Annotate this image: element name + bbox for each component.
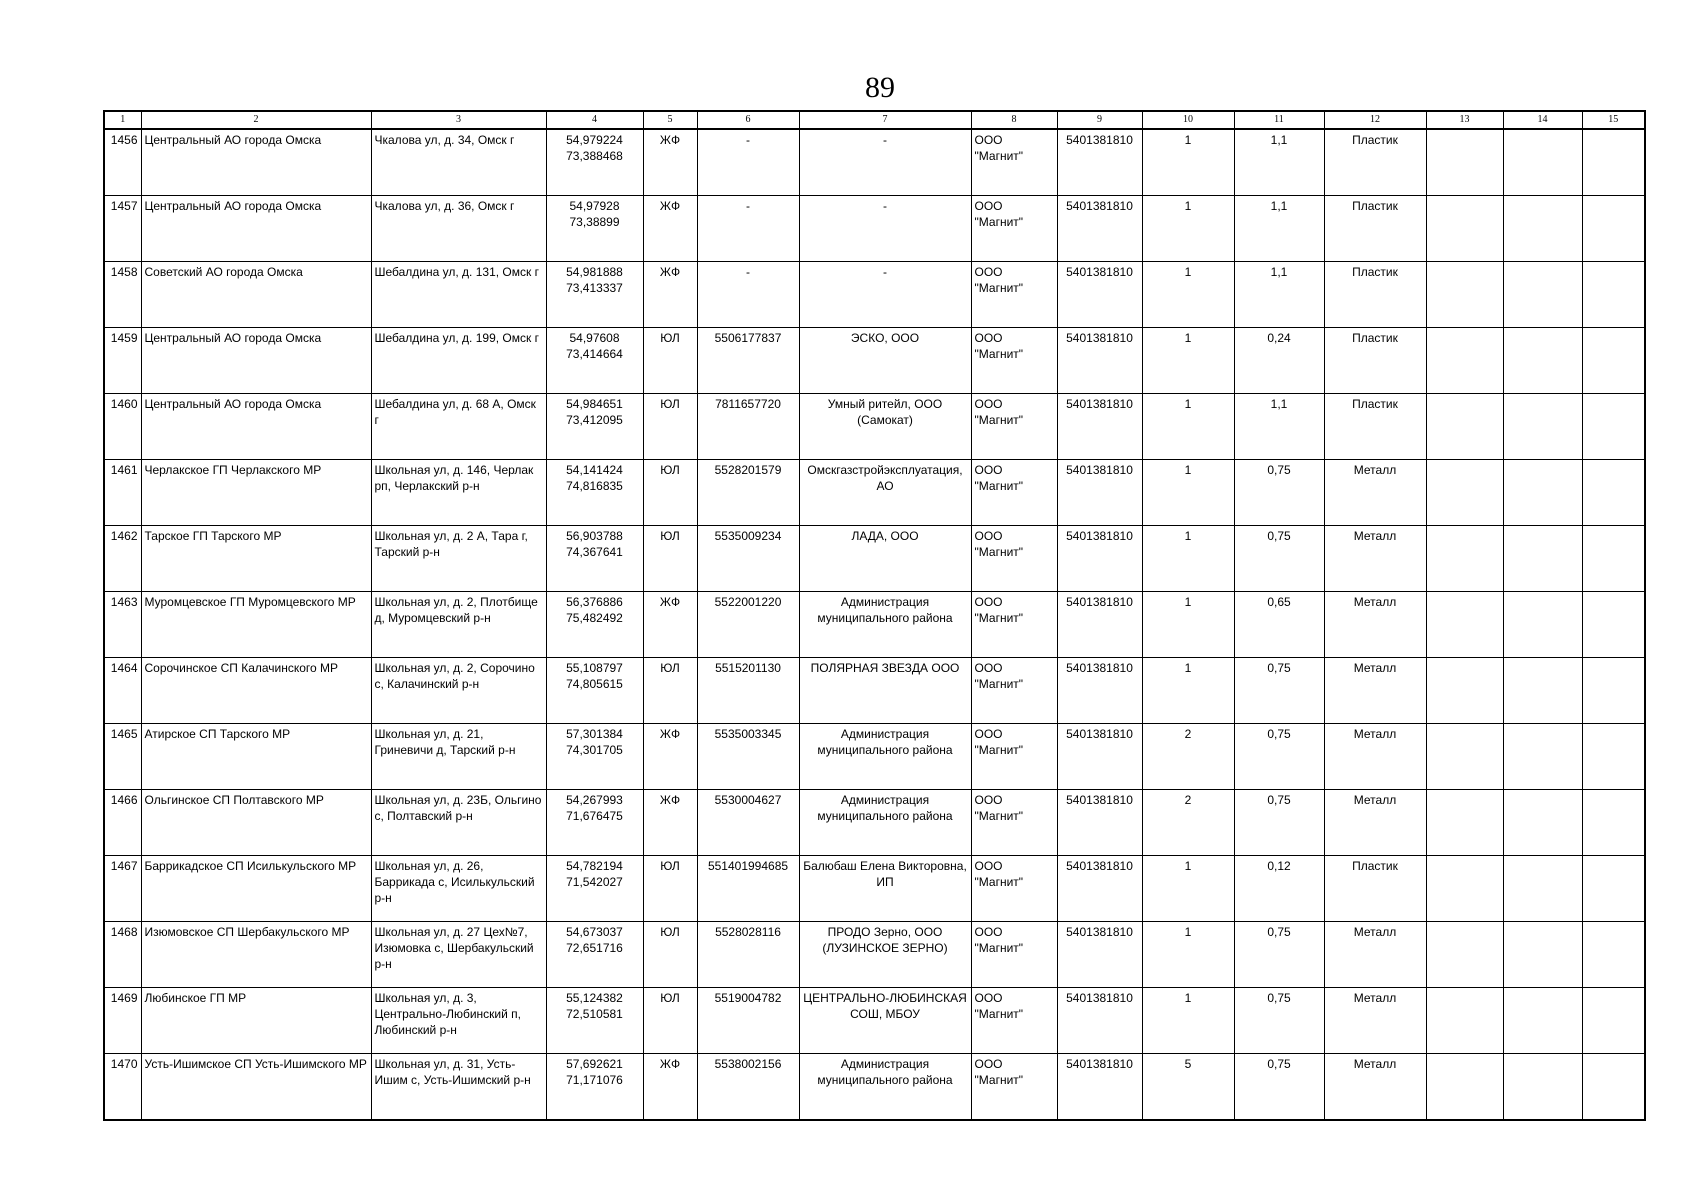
container-material-cell: Металл	[1324, 460, 1426, 526]
address-cell: Чкалова ул, д. 36, Омск г	[371, 196, 546, 262]
operator-cell: ООО "Магнит"	[971, 658, 1057, 724]
column-13-cell	[1426, 1054, 1503, 1121]
latitude-value: 57,301384	[566, 727, 623, 741]
column-15-cell	[1582, 922, 1645, 988]
operator-inn-cell: 5401381810	[1057, 129, 1142, 196]
operator-cell: ООО "Магнит"	[971, 196, 1057, 262]
owner-cell: ЛАДА, ООО	[799, 526, 971, 592]
table-row	[104, 526, 1645, 592]
column-13-cell	[1426, 856, 1503, 922]
column-13-cell	[1426, 196, 1503, 262]
container-count-cell: 1	[1142, 262, 1234, 328]
owner-cell: Администрация муниципального района	[799, 1054, 971, 1121]
container-material-cell: Металл	[1324, 1054, 1426, 1121]
address-cell: Школьная ул, д. 3, Центрально-Любинский п, Любинский р-н	[371, 988, 546, 1054]
longitude-value: 75,482492	[566, 611, 623, 625]
address-cell: Школьная ул, д. 27 Цех№7, Изюмовка с, Шербакульский р-н	[371, 922, 546, 988]
column-13-cell	[1426, 592, 1503, 658]
container-count-cell: 1	[1142, 856, 1234, 922]
column-13-cell	[1426, 460, 1503, 526]
district-cell: Центральный АО города Омска	[141, 129, 371, 196]
operator-cell: ООО "Магнит"	[971, 856, 1057, 922]
address-cell: Школьная ул, д. 31, Усть-Ишим с, Усть-Ишимский р-н	[371, 1054, 546, 1121]
column-15-cell	[1582, 988, 1645, 1054]
column-header-11: 11	[1234, 111, 1324, 129]
inn-cell: 5528028116	[697, 922, 799, 988]
district-cell: Изюмовское СП Шербакульского МР	[141, 922, 371, 988]
operator-cell: ООО "Магнит"	[971, 460, 1057, 526]
district-cell: Черлакское ГП Черлакского МР	[141, 460, 371, 526]
container-count-cell: 5	[1142, 1054, 1234, 1121]
container-count-cell: 1	[1142, 592, 1234, 658]
registry-table	[103, 110, 1646, 1121]
owner-cell: Умный ритейл, ООО (Самокат)	[799, 394, 971, 460]
column-14-cell	[1503, 922, 1582, 988]
column-15-cell	[1582, 790, 1645, 856]
inn-cell: 5515201130	[697, 658, 799, 724]
row-number-cell: 1468	[104, 922, 141, 988]
operator-inn-cell: 5401381810	[1057, 526, 1142, 592]
column-14-cell	[1503, 592, 1582, 658]
column-header-10: 10	[1142, 111, 1234, 129]
operator-inn-cell: 5401381810	[1057, 856, 1142, 922]
district-cell: Ольгинское СП Полтавского МР	[141, 790, 371, 856]
source-type-cell: ЮЛ	[643, 394, 697, 460]
address-cell: Школьная ул, д. 2, Плотбище д, Муромцевский р-н	[371, 592, 546, 658]
latitude-value: 55,124382	[566, 991, 623, 1005]
table-row	[104, 1054, 1645, 1121]
operator-cell: ООО "Магнит"	[971, 262, 1057, 328]
source-type-cell: ЖФ	[643, 129, 697, 196]
table-row	[104, 658, 1645, 724]
container-count-cell: 1	[1142, 658, 1234, 724]
container-material-cell: Пластик	[1324, 262, 1426, 328]
operator-cell: ООО "Магнит"	[971, 394, 1057, 460]
container-count-cell: 1	[1142, 460, 1234, 526]
operator-cell: ООО "Магнит"	[971, 592, 1057, 658]
operator-inn-cell: 5401381810	[1057, 592, 1142, 658]
district-cell: Тарское ГП Тарского МР	[141, 526, 371, 592]
container-material-cell: Пластик	[1324, 328, 1426, 394]
column-header-14: 14	[1503, 111, 1582, 129]
column-15-cell	[1582, 526, 1645, 592]
coordinates-cell	[546, 658, 643, 724]
latitude-value: 54,981888	[566, 265, 623, 279]
container-material-cell: Металл	[1324, 724, 1426, 790]
column-header-5: 5	[643, 111, 697, 129]
row-number-cell: 1465	[104, 724, 141, 790]
inn-cell: 5519004782	[697, 988, 799, 1054]
row-number-cell: 1464	[104, 658, 141, 724]
coordinates-cell	[546, 790, 643, 856]
longitude-value: 73,412095	[566, 413, 623, 427]
container-volume-cell: 0,12	[1234, 856, 1324, 922]
column-13-cell	[1426, 526, 1503, 592]
source-type-cell: ЮЛ	[643, 922, 697, 988]
container-volume-cell: 0,75	[1234, 790, 1324, 856]
district-cell: Советский АО города Омска	[141, 262, 371, 328]
table-row	[104, 460, 1645, 526]
table-row	[104, 394, 1645, 460]
container-material-cell: Металл	[1324, 922, 1426, 988]
operator-cell: ООО "Магнит"	[971, 129, 1057, 196]
owner-cell: -	[799, 262, 971, 328]
coordinates-cell	[546, 856, 643, 922]
district-cell: Центральный АО города Омска	[141, 328, 371, 394]
column-14-cell	[1503, 658, 1582, 724]
address-cell: Школьная ул, д. 146, Черлак рп, Черлакский р-н	[371, 460, 546, 526]
owner-cell: Администрация муниципального района	[799, 790, 971, 856]
operator-inn-cell: 5401381810	[1057, 724, 1142, 790]
table-header-row	[104, 111, 1645, 129]
container-material-cell: Металл	[1324, 526, 1426, 592]
container-count-cell: 2	[1142, 724, 1234, 790]
latitude-value: 55,108797	[566, 661, 623, 675]
source-type-cell: ЖФ	[643, 790, 697, 856]
column-13-cell	[1426, 790, 1503, 856]
operator-inn-cell: 5401381810	[1057, 922, 1142, 988]
coordinates-cell	[546, 262, 643, 328]
owner-cell: Омскгазстройэксплуатация, АО	[799, 460, 971, 526]
column-header-7: 7	[799, 111, 971, 129]
container-material-cell: Пластик	[1324, 394, 1426, 460]
inn-cell: 5528201579	[697, 460, 799, 526]
district-cell: Центральный АО города Омска	[141, 394, 371, 460]
column-header-1: 1	[104, 111, 141, 129]
longitude-value: 71,542027	[566, 875, 623, 889]
owner-cell: ЭСКО, ООО	[799, 328, 971, 394]
container-volume-cell: 0,75	[1234, 526, 1324, 592]
column-14-cell	[1503, 856, 1582, 922]
container-volume-cell: 0,65	[1234, 592, 1324, 658]
owner-cell: Администрация муниципального района	[799, 724, 971, 790]
operator-inn-cell: 5401381810	[1057, 790, 1142, 856]
operator-cell: ООО "Магнит"	[971, 1054, 1057, 1121]
longitude-value: 74,805615	[566, 677, 623, 691]
container-count-cell: 1	[1142, 526, 1234, 592]
column-header-12: 12	[1324, 111, 1426, 129]
column-13-cell	[1426, 262, 1503, 328]
coordinates-cell	[546, 592, 643, 658]
column-15-cell	[1582, 460, 1645, 526]
latitude-value: 54,97608	[569, 331, 620, 345]
container-count-cell: 1	[1142, 988, 1234, 1054]
inn-cell: 551401994685	[697, 856, 799, 922]
longitude-value: 73,388468	[566, 149, 623, 163]
column-15-cell	[1582, 394, 1645, 460]
operator-inn-cell: 5401381810	[1057, 262, 1142, 328]
row-number-cell: 1466	[104, 790, 141, 856]
coordinates-cell	[546, 129, 643, 196]
latitude-value: 54,673037	[566, 925, 623, 939]
owner-cell: Администрация муниципального района	[799, 592, 971, 658]
latitude-value: 54,97928	[569, 199, 620, 213]
source-type-cell: ЮЛ	[643, 526, 697, 592]
address-cell: Школьная ул, д. 23Б, Ольгино с, Полтавский р-н	[371, 790, 546, 856]
column-13-cell	[1426, 328, 1503, 394]
row-number-cell: 1456	[104, 129, 141, 196]
source-type-cell: ЮЛ	[643, 658, 697, 724]
container-volume-cell: 0,75	[1234, 460, 1324, 526]
owner-cell: -	[799, 129, 971, 196]
operator-cell: ООО "Магнит"	[971, 922, 1057, 988]
latitude-value: 54,141424	[566, 463, 623, 477]
source-type-cell: ЖФ	[643, 262, 697, 328]
inn-cell: 7811657720	[697, 394, 799, 460]
longitude-value: 73,413337	[566, 281, 623, 295]
container-count-cell: 1	[1142, 394, 1234, 460]
row-number-cell: 1462	[104, 526, 141, 592]
address-cell: Школьная ул, д. 21, Гриневичи д, Тарский р-н	[371, 724, 546, 790]
table-row	[104, 592, 1645, 658]
coordinates-cell	[546, 328, 643, 394]
longitude-value: 72,651716	[566, 941, 623, 955]
owner-cell: -	[799, 196, 971, 262]
column-15-cell	[1582, 1054, 1645, 1121]
column-14-cell	[1503, 988, 1582, 1054]
district-cell: Баррикадское СП Исилькульского МР	[141, 856, 371, 922]
latitude-value: 57,692621	[566, 1057, 623, 1071]
address-cell: Школьная ул, д. 26, Баррикада с, Исилькульский р-н	[371, 856, 546, 922]
column-14-cell	[1503, 790, 1582, 856]
container-material-cell: Металл	[1324, 988, 1426, 1054]
container-count-cell: 2	[1142, 790, 1234, 856]
column-header-3: 3	[371, 111, 546, 129]
table-row	[104, 724, 1645, 790]
container-count-cell: 1	[1142, 922, 1234, 988]
column-14-cell	[1503, 129, 1582, 196]
table-row	[104, 328, 1645, 394]
container-material-cell: Металл	[1324, 658, 1426, 724]
coordinates-cell	[546, 526, 643, 592]
container-count-cell: 1	[1142, 196, 1234, 262]
inn-cell: 5506177837	[697, 328, 799, 394]
coordinates-cell	[546, 988, 643, 1054]
column-13-cell	[1426, 988, 1503, 1054]
coordinates-cell	[546, 922, 643, 988]
source-type-cell: ЮЛ	[643, 460, 697, 526]
latitude-value: 54,979224	[566, 133, 623, 147]
row-number-cell: 1458	[104, 262, 141, 328]
column-15-cell	[1582, 856, 1645, 922]
column-14-cell	[1503, 526, 1582, 592]
row-number-cell: 1463	[104, 592, 141, 658]
district-cell: Усть-Ишимское СП Усть-Ишимского МР	[141, 1054, 371, 1121]
source-type-cell: ЖФ	[643, 724, 697, 790]
container-material-cell: Металл	[1324, 592, 1426, 658]
column-header-6: 6	[697, 111, 799, 129]
column-13-cell	[1426, 394, 1503, 460]
latitude-value: 54,984651	[566, 397, 623, 411]
operator-cell: ООО "Магнит"	[971, 328, 1057, 394]
page-number: 89	[865, 71, 895, 104]
column-14-cell	[1503, 262, 1582, 328]
column-header-13: 13	[1426, 111, 1503, 129]
column-header-9: 9	[1057, 111, 1142, 129]
column-14-cell	[1503, 394, 1582, 460]
container-volume-cell: 0,75	[1234, 1054, 1324, 1121]
longitude-value: 74,367641	[566, 545, 623, 559]
container-count-cell: 1	[1142, 129, 1234, 196]
row-number-cell: 1461	[104, 460, 141, 526]
coordinates-cell	[546, 1054, 643, 1121]
column-14-cell	[1503, 724, 1582, 790]
container-volume-cell: 0,75	[1234, 988, 1324, 1054]
column-14-cell	[1503, 328, 1582, 394]
source-type-cell: ЮЛ	[643, 856, 697, 922]
table-row	[104, 856, 1645, 922]
source-type-cell: ЮЛ	[643, 988, 697, 1054]
column-14-cell	[1503, 196, 1582, 262]
row-number-cell: 1457	[104, 196, 141, 262]
column-15-cell	[1582, 592, 1645, 658]
table-row	[104, 790, 1645, 856]
operator-cell: ООО "Магнит"	[971, 724, 1057, 790]
container-count-cell: 1	[1142, 328, 1234, 394]
address-cell: Шебалдина ул, д. 131, Омск г	[371, 262, 546, 328]
table-body	[104, 129, 1645, 1120]
source-type-cell: ЮЛ	[643, 328, 697, 394]
column-13-cell	[1426, 129, 1503, 196]
coordinates-cell	[546, 394, 643, 460]
inn-cell: -	[697, 262, 799, 328]
column-15-cell	[1582, 262, 1645, 328]
operator-cell: ООО "Магнит"	[971, 988, 1057, 1054]
row-number-cell: 1469	[104, 988, 141, 1054]
container-volume-cell: 0,75	[1234, 922, 1324, 988]
column-15-cell	[1582, 196, 1645, 262]
longitude-value: 73,38899	[569, 215, 620, 229]
column-13-cell	[1426, 724, 1503, 790]
container-material-cell: Пластик	[1324, 196, 1426, 262]
longitude-value: 71,171076	[566, 1073, 623, 1087]
address-cell: Шебалдина ул, д. 199, Омск г	[371, 328, 546, 394]
operator-inn-cell: 5401381810	[1057, 460, 1142, 526]
table-row	[104, 262, 1645, 328]
inn-cell: -	[697, 129, 799, 196]
table-row	[104, 196, 1645, 262]
table-row	[104, 129, 1645, 196]
container-volume-cell: 0,24	[1234, 328, 1324, 394]
operator-inn-cell: 5401381810	[1057, 1054, 1142, 1121]
district-cell: Центральный АО города Омска	[141, 196, 371, 262]
coordinates-cell	[546, 724, 643, 790]
container-material-cell: Металл	[1324, 790, 1426, 856]
operator-inn-cell: 5401381810	[1057, 988, 1142, 1054]
column-14-cell	[1503, 460, 1582, 526]
inn-cell: 5535009234	[697, 526, 799, 592]
container-volume-cell: 1,1	[1234, 394, 1324, 460]
latitude-value: 54,782194	[566, 859, 623, 873]
column-header-4: 4	[546, 111, 643, 129]
container-volume-cell: 0,75	[1234, 658, 1324, 724]
address-cell: Школьная ул, д. 2, Сорочино с, Калачинский р-н	[371, 658, 546, 724]
operator-inn-cell: 5401381810	[1057, 658, 1142, 724]
container-volume-cell: 1,1	[1234, 262, 1324, 328]
address-cell: Шебалдина ул, д. 68 А, Омск г	[371, 394, 546, 460]
row-number-cell: 1467	[104, 856, 141, 922]
district-cell: Муромцевское ГП Муромцевского МР	[141, 592, 371, 658]
inn-cell: 5522001220	[697, 592, 799, 658]
owner-cell: ПОЛЯРНАЯ ЗВЕЗДА ООО	[799, 658, 971, 724]
container-material-cell: Пластик	[1324, 856, 1426, 922]
column-14-cell	[1503, 1054, 1582, 1121]
column-15-cell	[1582, 129, 1645, 196]
latitude-value: 56,903788	[566, 529, 623, 543]
column-header-15: 15	[1582, 111, 1645, 129]
longitude-value: 72,510581	[566, 1007, 623, 1021]
column-header-8: 8	[971, 111, 1057, 129]
owner-cell: ПРОДО Зерно, ООО (ЛУЗИНСКОЕ ЗЕРНО)	[799, 922, 971, 988]
longitude-value: 74,301705	[566, 743, 623, 757]
district-cell: Атирское СП Тарского МР	[141, 724, 371, 790]
longitude-value: 73,414664	[566, 347, 623, 361]
operator-inn-cell: 5401381810	[1057, 328, 1142, 394]
container-material-cell: Пластик	[1324, 129, 1426, 196]
column-15-cell	[1582, 328, 1645, 394]
district-cell: Сорочинское СП Калачинского МР	[141, 658, 371, 724]
column-13-cell	[1426, 922, 1503, 988]
container-volume-cell: 1,1	[1234, 196, 1324, 262]
source-type-cell: ЖФ	[643, 592, 697, 658]
column-15-cell	[1582, 658, 1645, 724]
inn-cell: 5530004627	[697, 790, 799, 856]
column-15-cell	[1582, 724, 1645, 790]
address-cell: Школьная ул, д. 2 А, Тара г, Тарский р-н	[371, 526, 546, 592]
column-13-cell	[1426, 658, 1503, 724]
inn-cell: -	[697, 196, 799, 262]
address-cell: Чкалова ул, д. 34, Омск г	[371, 129, 546, 196]
longitude-value: 71,676475	[566, 809, 623, 823]
row-number-cell: 1460	[104, 394, 141, 460]
operator-inn-cell: 5401381810	[1057, 196, 1142, 262]
table-row	[104, 988, 1645, 1054]
source-type-cell: ЖФ	[643, 1054, 697, 1121]
container-volume-cell: 1,1	[1234, 129, 1324, 196]
latitude-value: 54,267993	[566, 793, 623, 807]
operator-cell: ООО "Магнит"	[971, 790, 1057, 856]
row-number-cell: 1470	[104, 1054, 141, 1121]
inn-cell: 5538002156	[697, 1054, 799, 1121]
owner-cell: Балюбаш Елена Викторовна, ИП	[799, 856, 971, 922]
operator-cell: ООО "Магнит"	[971, 526, 1057, 592]
inn-cell: 5535003345	[697, 724, 799, 790]
district-cell: Любинское ГП МР	[141, 988, 371, 1054]
owner-cell: ЦЕНТРАЛЬНО-ЛЮБИНСКАЯ СОШ, МБОУ	[799, 988, 971, 1054]
table-row	[104, 922, 1645, 988]
operator-inn-cell: 5401381810	[1057, 394, 1142, 460]
source-type-cell: ЖФ	[643, 196, 697, 262]
column-header-2: 2	[141, 111, 371, 129]
coordinates-cell	[546, 460, 643, 526]
coordinates-cell	[546, 196, 643, 262]
latitude-value: 56,376886	[566, 595, 623, 609]
longitude-value: 74,816835	[566, 479, 623, 493]
container-volume-cell: 0,75	[1234, 724, 1324, 790]
row-number-cell: 1459	[104, 328, 141, 394]
